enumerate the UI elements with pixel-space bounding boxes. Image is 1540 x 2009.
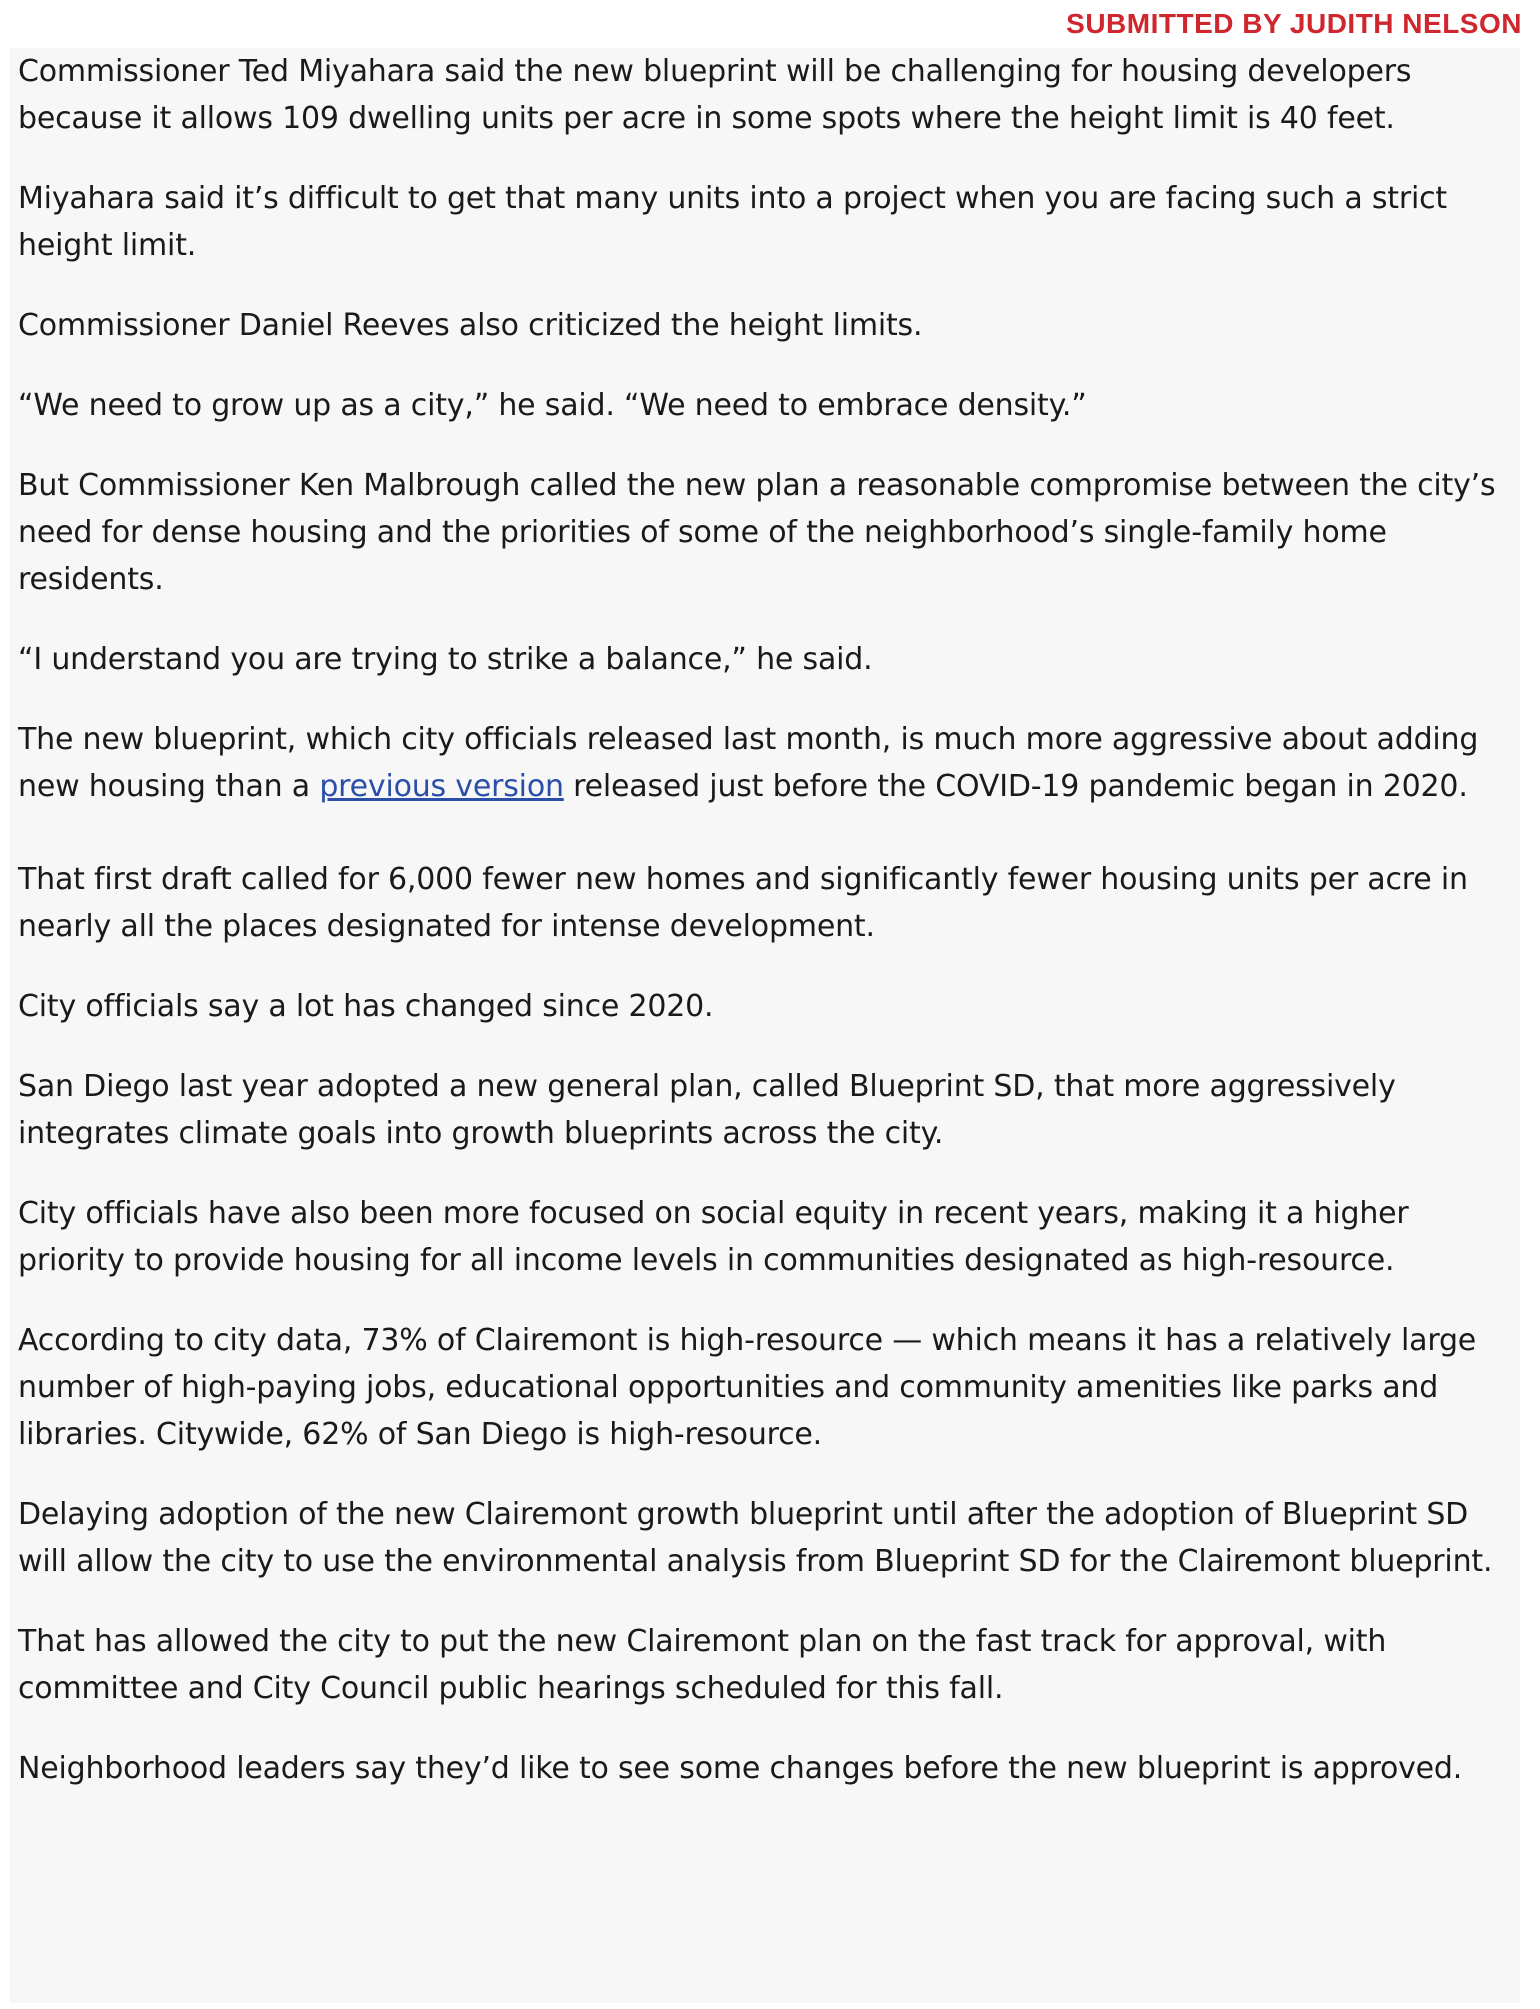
article-page <box>10 48 1520 2003</box>
paragraph-changed-since: City officials say a lot has changed since 2020. <box>18 989 714 1024</box>
paragraph-reeves: Commissioner Daniel Reeves also criticized the height limits. <box>18 308 923 343</box>
paragraph-blueprint-sd: San Diego last year adopted a new general plan, called Blueprint SD, that more aggressively integrates climate goals into growth blueprints across the city. <box>18 1069 1396 1151</box>
paragraph-reeves-quote: “We need to grow up as a city,” he said. “We need to embrace density.” <box>18 388 1087 423</box>
paragraph-malbrough: But Commissioner Ken Malbrough called the new plan a reasonable compromise between the city’s need for dense housing and the priorities of some of the neighborhood’s single-family home residents. <box>18 468 1496 597</box>
paragraph-social-equity: City officials have also been more focused on social equity in recent years, making it a higher priority to provide housing for all income levels in communities designated as high-resource. <box>18 1196 1409 1278</box>
paragraph-new-blueprint <box>18 716 1518 810</box>
paragraph-text-after-link: released just before the COVID-19 pandemic began in 2020. <box>563 769 1468 804</box>
paragraph-first-draft: That first draft called for 6,000 fewer new homes and significantly fewer housing units per acre in nearly all the places designated for intense development. <box>18 862 1468 944</box>
previous-version-link[interactable]: previous version <box>319 769 564 804</box>
paragraph-high-resource: According to city data, 73% of Clairemont is high-resource — which means it has a relatively large number of high-paying jobs, educational opportunities and community amenities like parks and libraries. Citywide, 62% of San Diego is high-resource. <box>18 1323 1477 1452</box>
paragraph-neighborhood-leaders: Neighborhood leaders say they’d like to see some changes before the new blueprint is approved. <box>18 1751 1463 1786</box>
paragraph-text-before-link: The new blueprint, which city officials released last month, is much more aggressive about adding new housing than a <box>18 722 1479 804</box>
paragraph-malbrough-quote: “I understand you are trying to strike a balance,” he said. <box>18 642 873 677</box>
paragraph-delaying-adoption: Delaying adoption of the new Clairemont growth blueprint until after the adoption of Blueprint SD will allow the city to use the environmental analysis from Blueprint SD for the Clairemont blueprint. <box>18 1497 1493 1579</box>
paragraph-miyahara-height: Miyahara said it’s difficult to get that many units into a project when you are facing such a strict height limit. <box>18 181 1447 263</box>
paragraph-fast-track: That has allowed the city to put the new Clairemont plan on the fast track for approval, with committee and City Council public hearings scheduled for this fall. <box>18 1624 1387 1706</box>
paragraph-miyahara-challenge: Commissioner Ted Miyahara said the new blueprint will be challenging for housing developers because it allows 109 dwelling units per acre in some spots where the height limit is 40 feet. <box>18 54 1412 136</box>
submitted-by-stamp: SUBMITTED BY JUDITH NELSON <box>1066 8 1522 39</box>
